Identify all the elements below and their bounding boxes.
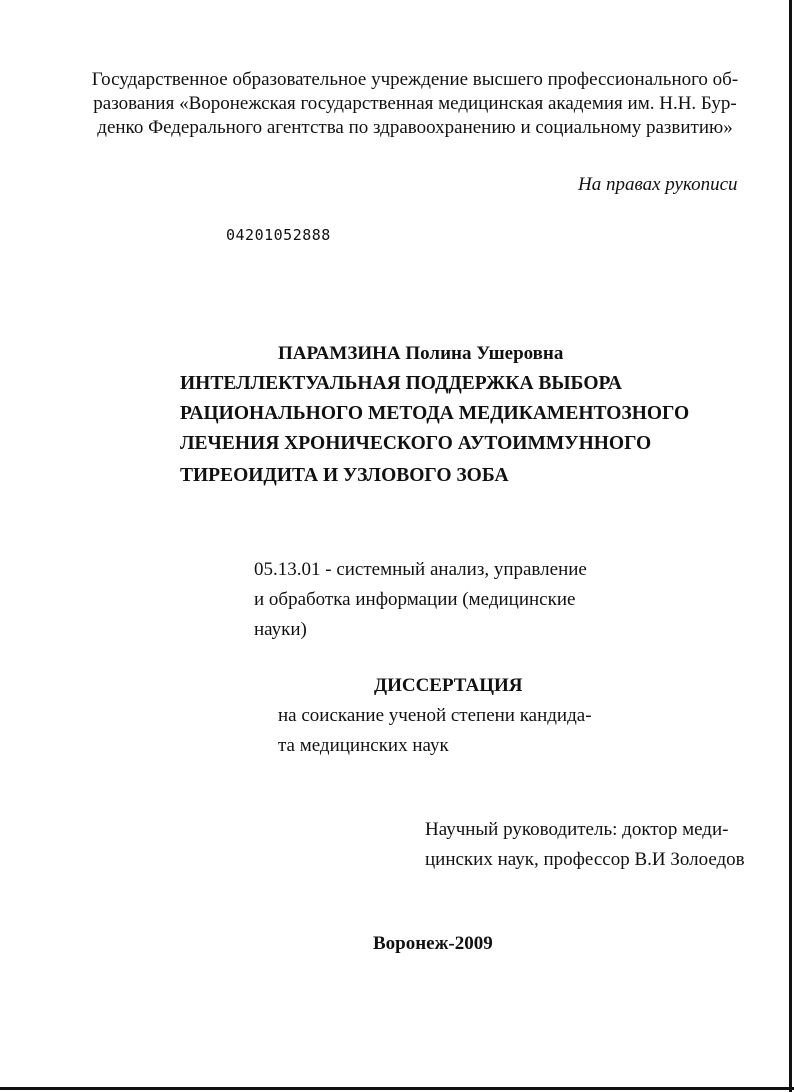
city-year: Воронеж-2009 bbox=[373, 933, 493, 954]
manuscript-note: На правах рукописи bbox=[578, 174, 738, 195]
institution-line-1: Государственное образовательное учреждение высшего профессионального об- bbox=[91, 69, 739, 90]
dissertation-heading: ДИССЕРТАЦИЯ bbox=[374, 675, 523, 696]
institution-line-3: денко Федерального агентства по здравоохранению и социальному развитию» bbox=[97, 117, 733, 138]
supervisor-line-1: Научный руководитель: доктор меди- bbox=[425, 819, 729, 840]
author-name: ПАРАМЗИНА Полина Ушеровна bbox=[278, 343, 564, 364]
title-line-3: ЛЕЧЕНИЯ ХРОНИЧЕСКОГО АУТОИММУННОГО bbox=[180, 433, 652, 454]
title-line-1: ИНТЕЛЛЕКТУАЛЬНАЯ ПОДДЕРЖКА ВЫБОРА bbox=[180, 373, 622, 394]
scan-border-right bbox=[789, 0, 792, 1092]
title-line-2: РАЦИОНАЛЬНОГО МЕТОДА МЕДИКАМЕНТОЗНОГО bbox=[180, 403, 690, 424]
dissertation-line-1: на соискание ученой степени кандида- bbox=[278, 705, 592, 726]
supervisor-line-2: цинских наук, профессор В.И Золоедов bbox=[425, 849, 745, 870]
scan-border-bottom bbox=[0, 1087, 794, 1090]
title-line-4: ТИРЕОИДИТА И УЗЛОВОГО ЗОБА bbox=[180, 465, 509, 486]
dissertation-line-2: та медицинских наук bbox=[278, 735, 449, 756]
specialty-line-1: 05.13.01 - системный анализ, управление bbox=[254, 559, 587, 580]
specialty-line-2: и обработка информации (медицинские bbox=[254, 589, 576, 610]
specialty-line-3: науки) bbox=[254, 619, 307, 640]
catalog-number: 04201052888 bbox=[226, 226, 331, 244]
institution-line-2: разования «Воронежская государственная медицинская академия им. Н.Н. Бур- bbox=[93, 93, 737, 114]
